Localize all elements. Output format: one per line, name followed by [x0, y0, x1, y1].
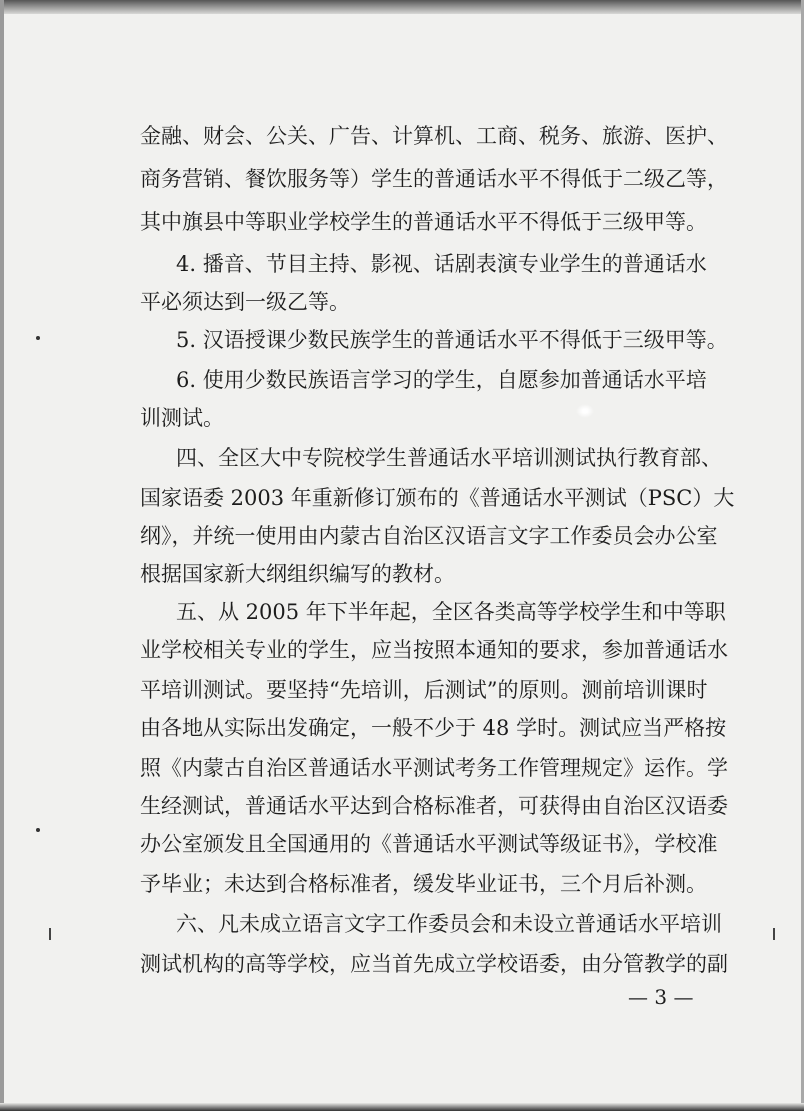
- text-line-21: 六、凡未成立语言文字工作委员会和未设立普通话水平培训: [176, 912, 722, 936]
- scan-bottom-edge: [0, 1103, 804, 1111]
- text-line-16: 由各地从实际出发确定，一般不少于 48 学时。测试应当严格按: [140, 716, 727, 740]
- scan-top-edge: [0, 0, 804, 14]
- text-line-17: 照《内蒙古自治区普通话水平测试考务工作管理规定》运作。学: [140, 756, 728, 780]
- text-line-8: 训测试。: [140, 406, 224, 430]
- text-line-9: 四、全区大中专院校学生普通话水平培训测试执行教育部、: [176, 446, 722, 470]
- page-number: — 3 —: [628, 985, 694, 1009]
- binding-hole-mark-left: [49, 928, 51, 940]
- text-line-5: 平必须达到一级乙等。: [140, 290, 350, 314]
- text-line-15: 平培训测试。要坚持“先培训，后测试”的原则。测前培训课时: [140, 678, 708, 702]
- text-line-18: 生经测试，普通话水平达到合格标准者，可获得由自治区汉语委: [140, 794, 728, 818]
- text-line-13: 五、从 2005 年下半年起，全区各类高等学校学生和中等职: [176, 600, 726, 624]
- text-line-6: 5. 汉语授课少数民族学生的普通话水平不得低于三级甲等。: [176, 328, 728, 352]
- scan-smudge: [576, 404, 594, 418]
- text-line-19: 办公室颁发且全国通用的《普通话水平测试等级证书》，学校准: [140, 832, 718, 856]
- text-line-14: 业学校相关专业的学生，应当按照本通知的要求，参加普通话水: [140, 638, 728, 662]
- text-line-11: 纲》，并统一使用由内蒙古自治区汉语言文字工作委员会办公室: [140, 524, 718, 548]
- text-line-2: 商务营销、餐饮服务等）学生的普通话水平不得低于二级乙等，: [140, 167, 728, 191]
- binding-hole-mark-right: [773, 928, 775, 940]
- text-line-20: 予毕业；未达到合格标准者，缓发毕业证书，三个月后补测。: [140, 872, 707, 896]
- text-line-12: 根据国家新大纲组织编写的教材。: [140, 562, 455, 586]
- text-line-7: 6. 使用少数民族语言学习的学生，自愿参加普通话水平培: [176, 368, 707, 392]
- text-line-10: 国家语委 2003 年重新修订颁布的《普通话水平测试（PSC）大: [140, 486, 735, 510]
- text-line-3: 其中旗县中等职业学校学生的普通话水平不得低于三级甲等。: [140, 210, 707, 234]
- scan-speck: [36, 336, 40, 340]
- scan-left-edge: [0, 0, 4, 1111]
- text-line-1: 金融、财会、公关、广告、计算机、工商、税务、旅游、医护、: [140, 124, 728, 148]
- text-line-4: 4. 播音、节目主持、影视、话剧表演专业学生的普通话水: [176, 252, 707, 276]
- text-line-22: 测试机构的高等学校，应当首先成立学校语委，由分管教学的副: [140, 952, 728, 976]
- scan-speck: [36, 828, 40, 832]
